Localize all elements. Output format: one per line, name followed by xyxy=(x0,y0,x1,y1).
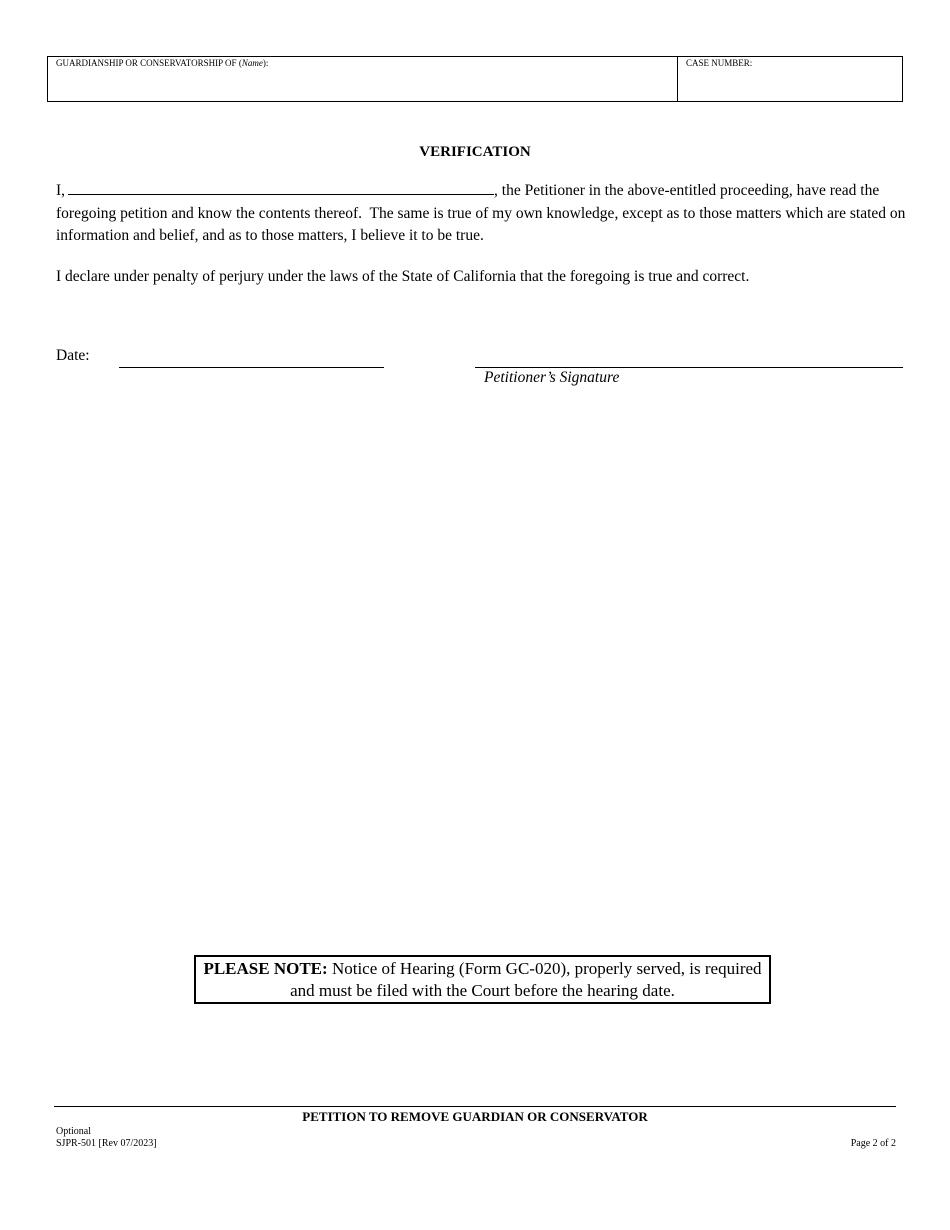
name-field-label-suffix: ): xyxy=(262,58,269,68)
footer-form-info xyxy=(56,1126,157,1150)
verification-paragraph xyxy=(56,180,906,248)
perjury-declaration: I declare under penalty of perjury under the laws of the State of California that the foregoing is true and correct. xyxy=(56,268,750,285)
case-number-label: CASE NUMBER: xyxy=(686,58,753,68)
footer-divider xyxy=(54,1106,896,1107)
please-note-heading: PLEASE NOTE: xyxy=(203,959,328,978)
date-blank[interactable] xyxy=(119,367,384,368)
form-title: PETITION TO REMOVE GUARDIAN OR CONSERVATOR xyxy=(302,1109,648,1124)
verification-para-start: I, xyxy=(56,182,66,199)
date-label: Date: xyxy=(56,347,90,364)
name-field-label-italic: Name xyxy=(241,58,263,68)
please-note-text: Notice of Hearing (Form GC-020), properly served, is required and must be filed with the Court before the hearing date. xyxy=(290,959,762,1000)
footer-optional: Optional xyxy=(56,1126,91,1137)
petitioner-name-blank[interactable] xyxy=(68,180,494,195)
case-number-field[interactable] xyxy=(678,57,902,103)
page-number: Page 2 of 2 xyxy=(850,1138,896,1149)
verification-para-rest: , the Petitioner in the above-entitled proceeding, have read the foregoing petition and know the contents thereof. The same is true of my own knowledge, except as to those matters which are stated on information and belief, and as to those matters, I believe it to be true. xyxy=(56,182,906,244)
please-note-box xyxy=(194,955,771,1004)
signature-label: Petitioner’s Signature xyxy=(484,369,620,386)
name-field-label-prefix: GUARDIANSHIP OR CONSERVATORSHIP OF ( xyxy=(56,58,242,68)
verification-title: VERIFICATION xyxy=(419,144,531,160)
footer-form-id: SJPR-501 [Rev 07/2023] xyxy=(56,1138,157,1149)
name-field[interactable] xyxy=(48,57,678,101)
caption-box xyxy=(47,56,903,102)
